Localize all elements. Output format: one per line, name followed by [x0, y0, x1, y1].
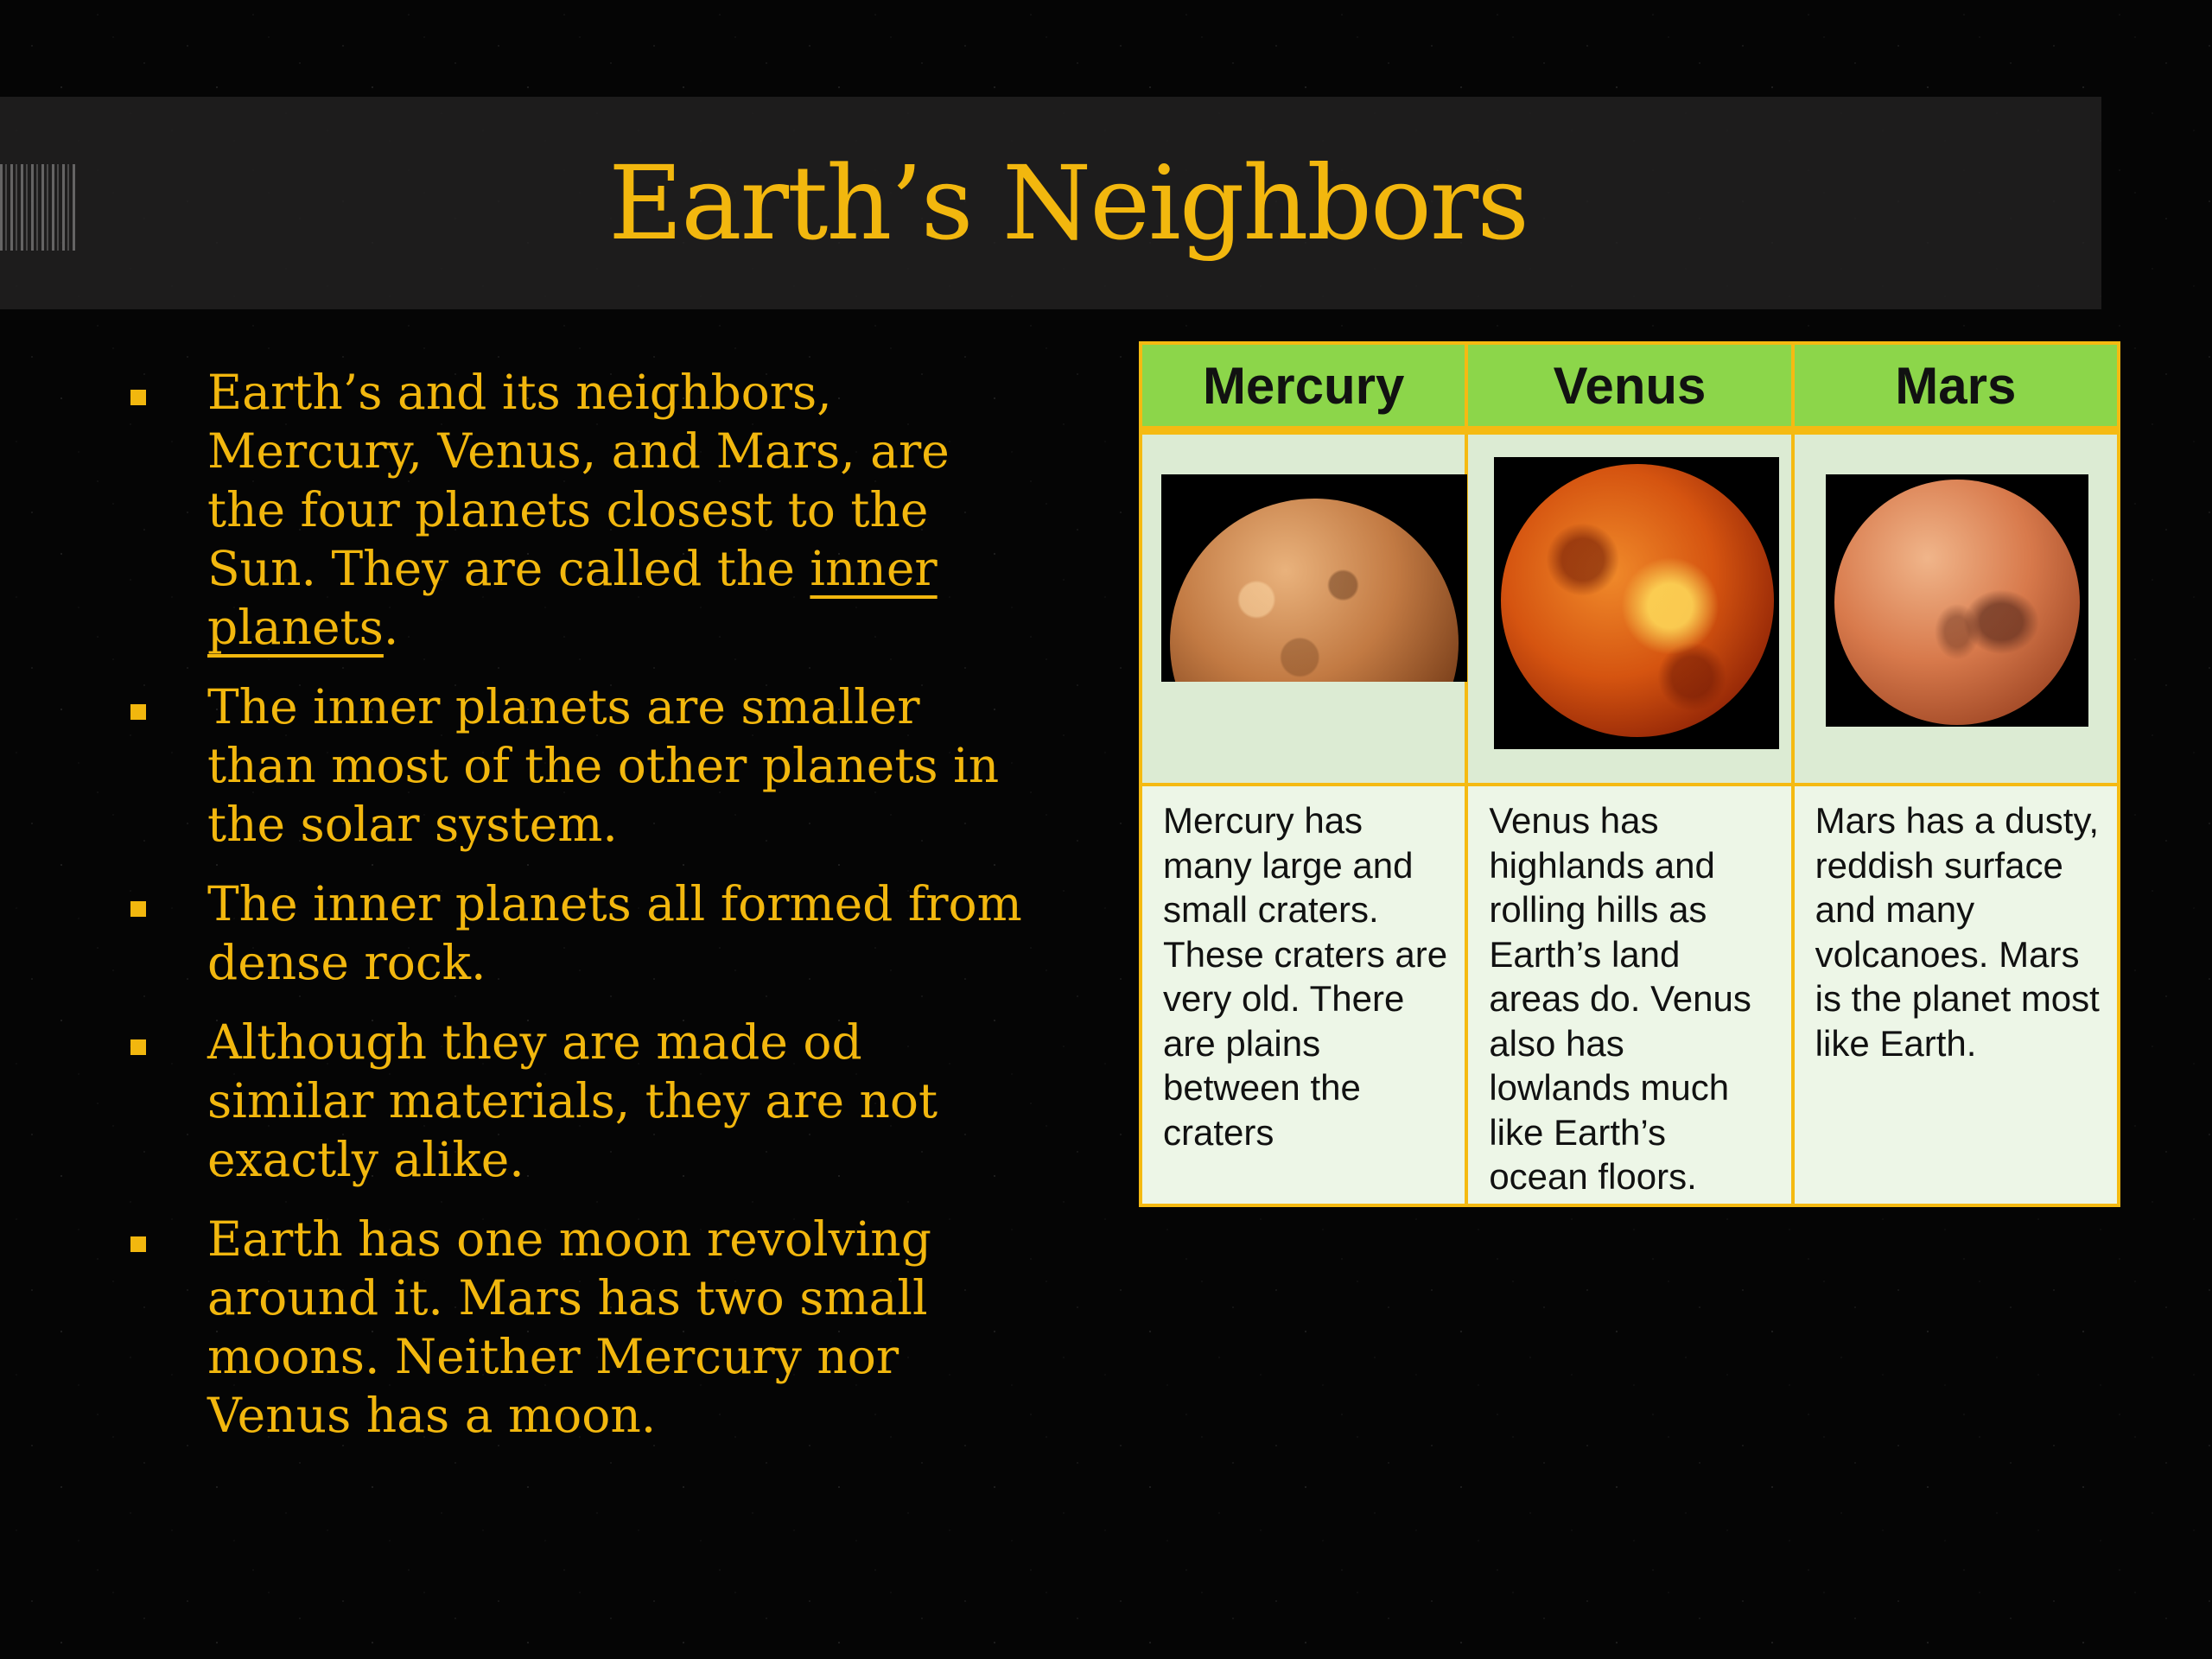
description-mercury: Mercury has many large and small craters. These craters are very old. There are plains between the craters — [1142, 786, 1465, 1204]
bullet-item — [121, 874, 1037, 992]
mercury-planet-icon — [1170, 499, 1459, 682]
bullet-item — [121, 1210, 1037, 1445]
title-bar — [0, 97, 2101, 309]
mars-planet-icon — [1834, 480, 2080, 725]
bullet-marker-icon — [130, 1236, 146, 1252]
column-header-mercury: Mercury — [1142, 345, 1465, 431]
bullet-item — [121, 1013, 1037, 1189]
bullet-text: The inner planets all formed from dense rock. — [207, 876, 1022, 990]
bullet-item — [121, 363, 1037, 657]
image-cell-mars — [1795, 435, 2117, 783]
venus-planet-photo — [1494, 457, 1779, 749]
description-venus: Venus has highlands and rolling hills as Earth’s land areas do. Venus also has lowlands much like Earth’s ocean floors. — [1468, 786, 1790, 1204]
bullet-text: The inner planets are smaller than most of the other planets in the solar system. — [207, 679, 1000, 852]
bullet-marker-icon — [130, 390, 146, 405]
bullet-text: Earth’s and its neighbors, Mercury, Venus, and Mars, are the four planets closest to the Sun. They are called the — [207, 365, 950, 596]
bullet-text: Although they are made od similar materials, they are not exactly alike. — [207, 1014, 938, 1187]
venus-planet-icon — [1501, 464, 1774, 737]
planet-comparison-table — [1139, 341, 2120, 1207]
bullet-marker-icon — [130, 901, 146, 917]
bullet-text-end: . — [383, 600, 399, 655]
column-header-venus: Venus — [1468, 345, 1790, 431]
bullet-item — [121, 677, 1037, 854]
mars-planet-photo — [1826, 474, 2088, 727]
image-cell-mercury — [1142, 435, 1465, 783]
bullet-marker-icon — [130, 704, 146, 720]
mercury-planet-photo — [1161, 474, 1467, 682]
bullet-text: Earth has one moon revolving around it. Mars has two small moons. Neither Mercury nor Venus has a moon. — [207, 1211, 931, 1443]
bullet-list — [121, 363, 1037, 1465]
slide-title: Earth’s Neighbors — [608, 143, 1528, 263]
image-cell-venus — [1468, 435, 1790, 783]
column-header-mars: Mars — [1795, 345, 2117, 431]
key-term: inner planets — [207, 541, 938, 655]
bullet-marker-icon — [130, 1039, 146, 1055]
description-mars: Mars has a dusty, reddish surface and many volcanoes. Mars is the planet most like Earth. — [1795, 786, 2117, 1204]
